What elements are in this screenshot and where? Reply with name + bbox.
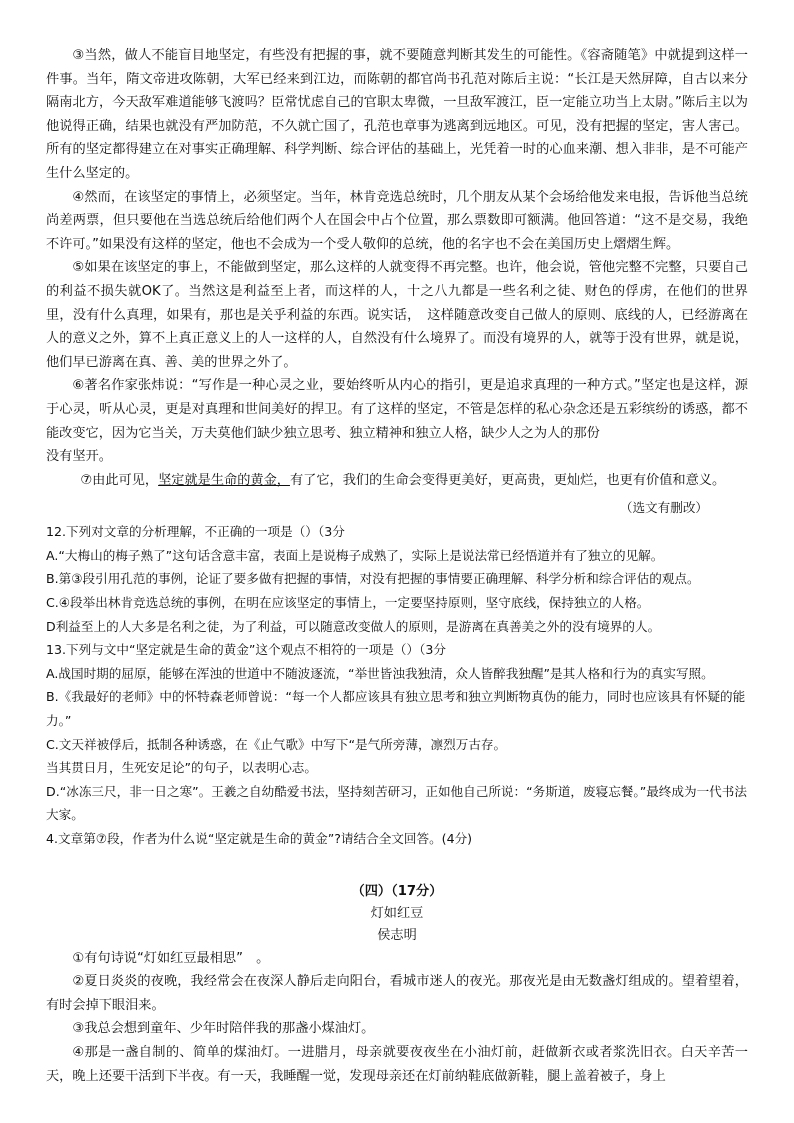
- passage-paragraph-7: [46, 469, 748, 493]
- passage-paragraph-5: ⑤如果在该坚定的事上，不能做到坚定，那么这样的人就变得不再完整。也许，他会说，管他完整不完整，只要自己的利益不损失就OK了。当然这是利益至上者，而这样的人，十之八九都是一些名利之徒、财色的俘虏，在他们的世界里，没有什么真理，如果有，那也是关乎利益的东西。说实话， 这样随意改变自己做人的原则、底线的人，已经游离在人的意义之外，算不上真正意义上的人一这样的人，自然没有什么境界了。而没有境界的人，就等于没有世界，就是说，他们早已游离在真、善、美的世界之外了。: [46, 260, 748, 370]
- source-note: （选文有删改）: [619, 500, 708, 516]
- section-label: （四）（17分）: [351, 883, 443, 899]
- passage4-paragraph-3: ③我总会想到童年、少年时陪伴我的那盏小煤油灯。: [72, 1021, 375, 1037]
- passage-paragraph-3: ③当然，做人不能盲目地坚定，有些没有把握的事，就不要随意判断其发生的可能性。《容斋随笔》中就提到这样一件事。当年，隋文帝进攻陈朝，大军已经来到江边，而陈朝的都官尚书孔范对陈后主说：“长江是天然屏障，自古以来分隔南北方，今天敌军难道能够飞渡吗？臣常忧虑自己的官职太卑微，一旦敌军渡江，臣一定能立功当上太尉。”陈后主以为他说得正确，结果也就没有严加防范，不久就亡国了，孔范也章事为逃离到远地区。可见，没有把握的坚定，害人害己。所有的坚定都得建立在对事实正确理解、科学判断、综合评估的基础上，光凭着一时的心血来潮、想入非非，是不可能产生什么坚定的。: [46, 48, 748, 181]
- question-12-option-a: A.“大梅山的梅子熟了”这句话含意丰富，表面上是说梅子成熟了，实际上是说法常已经悟道并有了独立的见解。: [46, 547, 664, 563]
- passage-paragraph-6: ⑥著名作家张炜说：“写作是一种心灵之业，要始终听从内心的指引，更是追求真理的一种方式。”坚定也是这样，源于心灵，听从心灵，更是对真理和世间美好的捍卫。有了这样的坚定，不管是怎样的私心杂念还是五彩缤纷的诱惑，都不能改变它，因为它当关，万夫莫他们缺少独立思考、独立精神和独立人格，缺少人之为人的那份: [46, 378, 748, 441]
- question-13-option-c: C.文天祥被俘后，抵制各种诱惑，在《止气歌》中写下“是气所旁薄，凛烈万古存。: [46, 736, 507, 752]
- question-14: 4.文章第⑦段，作者为什么说“坚定就是生命的黄金”?请结合全文回答。(4分): [46, 831, 473, 846]
- question-12-stem: 12.下列对文章的分析理解，不正确的一项是（）（3分: [46, 524, 345, 540]
- paragraph-7-suffix: 有了它，我们的生命会变得更美好，更高贵，更灿烂，也更有价值和意义。: [289, 472, 726, 488]
- question-13-stem: 13.下列与文中“坚定就是生命的黄金”这个观点不相符的一项是（）（3分: [46, 642, 447, 658]
- passage4-paragraph-4: ④那是一盏自制的、简单的煤油灯。一进腊月，母亲就要夜夜坐在小油灯前，赶做新衣或者浆洗旧衣。白天辛苦一天，晚上还要干活到下半夜。有一天，我睡醒一觉，发现母亲还在灯前纳鞋底做新鞋，腿上盖着被子，身上: [46, 1044, 748, 1084]
- question-13-option-c-cont: 当其贯日月，生死安足论”的句子，以表明心志。: [46, 760, 317, 776]
- question-13-option-d: D.“冰冻三尺，非一日之寒”。王羲之自幼酷爱书法，坚持刻苦研习，正如他自己所说：“务斯道，废寝忘餐。”最终成为一代书法大家。: [46, 783, 747, 823]
- passage4-paragraph-1: ①有句诗说“灯如红豆最相思” 。: [72, 950, 270, 966]
- question-12-option-c: C.④段举出林肯竞选总统的事例，在明在应该坚定的事情上，一定要坚持原则，坚守底线，保持独立的人格。: [46, 595, 650, 611]
- passage-author: 侯志明: [377, 927, 417, 943]
- section-spacer: [46, 851, 748, 881]
- question-12-option-d: D利益至上的人大多是名利之徒，为了利益，可以随意改变做人的原则，是游离在真善美之外的没有境界的人。: [46, 618, 661, 634]
- passage-paragraph-6-tail: 没有坚开。: [46, 449, 112, 465]
- underlined-key-sentence: 坚定就是生命的黄金，: [158, 472, 290, 488]
- question-13-option-a: A.战国时期的屈原，能够在浑浊的世道中不随波逐流，“举世皆浊我独清，众人皆醉我独醒”是其人格和行为的真实写照。: [46, 665, 714, 681]
- passage4-paragraph-2: ②夏日炎炎的夜晚，我经常会在夜深人静后走向阳台，看城市迷人的夜光。那夜光是由无数盏灯组成的。望着望着，有时会掉下眼泪来。: [46, 974, 748, 1013]
- passage-paragraph-4: ④然而，在该坚定的事情上，必须坚定。当年，林肯竞选总统时，几个朋友从某个会场给他发来电报，告诉他当总统尚差两票，但只要他在当选总统后给他们两个人在国会中占个位置，那么票数即可额满。他回答道：“这不是交易，我绝不许可。”如果没有这样的坚定，他也不会成为一个受人敬仰的总统，他的名字也不会在美国历史上熠熠生辉。: [46, 189, 748, 252]
- question-12-option-b: B.第③段引用孔范的事例，论证了要多做有把握的事情，对没有把握的事情要正确理解、科学分析和综合评估的观点。: [46, 571, 700, 587]
- passage-title: 灯如红豆: [370, 905, 424, 921]
- paragraph-7-prefix: ⑦由此可见，: [80, 472, 159, 488]
- question-13-option-b: B.《我最好的老师》中的怀特森老师曾说：“每一个人都应该具有独立思考和独立判断物真伪的能力，同时也应该具有怀疑的能力。”: [46, 689, 746, 729]
- document-page: [46, 44, 748, 1088]
